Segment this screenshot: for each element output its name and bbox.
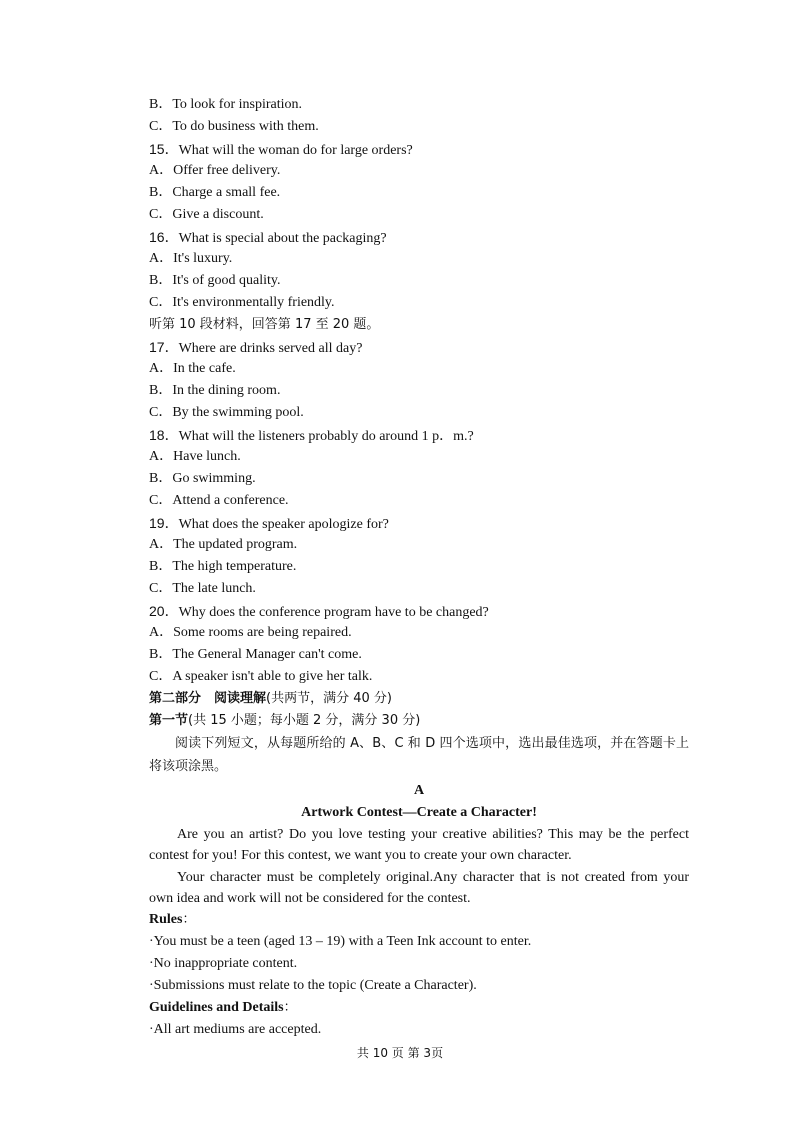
option-line: B．In the dining room. [149, 383, 281, 398]
option-line: A．Offer free delivery. [149, 163, 281, 178]
guideline-item: ·All art mediums are accepted. [149, 1022, 322, 1037]
passage-paragraph: Are you an artist? Do you love testing your creative abilities? This may be the perfect contest for you! For this contest, we want you to create your own character. [149, 827, 689, 863]
option-line: C．Attend a conference. [149, 493, 289, 508]
option-line: A．Have lunch. [149, 449, 241, 464]
option-line: A．It's luxury. [149, 251, 233, 266]
page-footer: 共 10 页 第 3页 [356, 1046, 444, 1060]
guidelines-heading: Guidelines and Details： [149, 1000, 297, 1015]
section-heading: 第一节(共 15 小题；每小题 2 分，满分 30 分) [149, 713, 421, 728]
question-line: 20．Why does the conference program have to be changed? [149, 603, 489, 620]
option-line: C．To do business with them. [149, 119, 319, 134]
option-line: B．Go swimming. [149, 471, 256, 486]
part-heading: 第二部分 阅读理解(共两节，满分 40 分) [149, 691, 392, 706]
rule-item: ·Submissions must relate to the topic (Create a Character). [149, 978, 477, 993]
option-line: B．The high temperature. [149, 559, 297, 574]
passage-label: A [413, 783, 425, 798]
option-line: B．Charge a small fee. [149, 185, 281, 200]
rule-item: ·You must be a teen (aged 13 – 19) with a Teen Ink account to enter. [149, 934, 532, 949]
rules-heading: Rules： [149, 912, 196, 927]
option-line: C．A speaker isn't able to give her talk. [149, 669, 373, 684]
option-line: C．It's environmentally friendly. [149, 295, 335, 310]
option-line: A．The updated program. [149, 537, 298, 552]
option-line: C．Give a discount. [149, 207, 264, 222]
instructions: 阅读下列短文，从每题所给的 A、B、C 和 D 四个选项中，选出最佳选项，并在答题卡上将该项涂黑。 [149, 736, 689, 774]
section-intro: 听第 10 段材料，回答第 17 至 20 题。 [149, 317, 380, 332]
option-line: B．It's of good quality. [149, 273, 281, 288]
option-line: C．The late lunch. [149, 581, 256, 596]
option-line: C．By the swimming pool. [149, 405, 304, 420]
question-line: 19．What does the speaker apologize for? [149, 515, 389, 532]
option-line: A．Some rooms are being repaired. [149, 625, 352, 640]
rule-item: ·No inappropriate content. [149, 956, 298, 971]
passage-title: Artwork Contest—Create a Character! [301, 805, 537, 820]
passage-paragraph: Your character must be completely original.Any character that is not created from your own idea and work will not be considered for the contest. [149, 870, 689, 906]
question-line: 15．What will the woman do for large orders? [149, 141, 413, 158]
question-line: 16．What is special about the packaging? [149, 229, 387, 246]
question-line: 17．Where are drinks served all day? [149, 339, 363, 356]
page-content [149, 94, 689, 1041]
question-line: 18．What will the listeners probably do around 1 p．m.? [149, 427, 474, 444]
option-line: B．The General Manager can't come. [149, 647, 362, 662]
option-line: A．In the cafe. [149, 361, 236, 376]
option-line: B．To look for inspiration. [149, 97, 303, 112]
